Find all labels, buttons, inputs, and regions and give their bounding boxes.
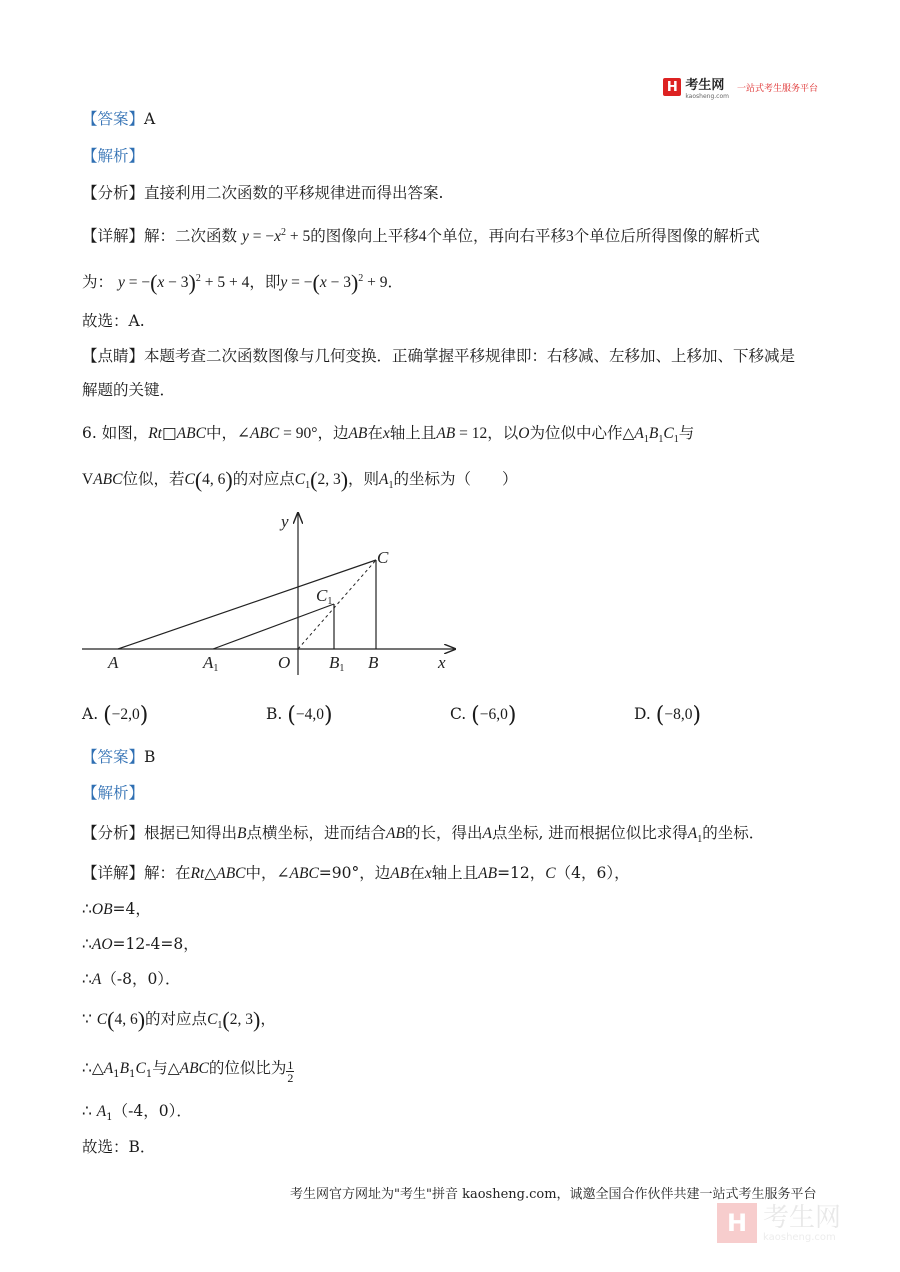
option-c: C. (−6,0) bbox=[450, 703, 517, 728]
label-A: A bbox=[108, 653, 119, 672]
q6-step1: ∴OB=4， bbox=[82, 900, 151, 918]
option-b: B. (−4,0) bbox=[266, 703, 333, 728]
header-logo bbox=[663, 74, 818, 100]
q6-step2: ∴AO=12-4=8， bbox=[82, 935, 199, 953]
watermark-mark-icon: H bbox=[717, 1203, 757, 1243]
label-A1: A1 bbox=[203, 653, 219, 674]
q5-xiangjie-line: 【详解】解：二次函数 $y = -x^2 + 5$的图像向上平移4个单位，再向右平移3个单位后所得图像的解析式 bbox=[82, 227, 760, 246]
q6-stem-line1: 6. 如图，Rt□ABC中，∠ABC = 90°，边AB在x轴上且AB = 12，以O为位似中心作$\triangle A_1B_1C_1$与 bbox=[82, 424, 695, 446]
q5-fenxi-line bbox=[82, 182, 443, 204]
q6-xiangjie-line: 【详解】解：在Rt△ABC中，∠ABC=90°，边AB在x轴上且AB=12，C（4，6）， bbox=[82, 864, 630, 882]
q5-answer-line bbox=[82, 108, 155, 130]
q6-guxuan: 故选：B． bbox=[82, 1138, 156, 1156]
logo-domain: kaosheng.com bbox=[685, 93, 729, 100]
q5-guxuan: 故选：A. bbox=[82, 312, 145, 330]
q6-answer-line: 【答案】B bbox=[82, 748, 156, 766]
label-x: x bbox=[438, 653, 446, 672]
q6-step5: $\therefore\triangle A_1B_1C_1$与△ABC的位似比为 $\frac{1}{2}$ bbox=[82, 1058, 294, 1085]
fenxi-tag: 【分析】 bbox=[82, 184, 145, 202]
label-B: B bbox=[368, 653, 379, 672]
label-B1: B1 bbox=[329, 653, 345, 674]
q5-jiexi-line bbox=[82, 145, 144, 167]
option-d: D. (−8,0) bbox=[634, 703, 702, 728]
logo-mark-icon: H bbox=[663, 78, 681, 96]
jiexi-tag: 【解析】 bbox=[82, 147, 145, 165]
similarity-diagram bbox=[70, 505, 470, 680]
q6-step6: ∴ $A_1(-4$，0）． bbox=[82, 1102, 192, 1124]
watermark-logo: H 考生网 kaosheng.com bbox=[717, 1203, 841, 1243]
q6-fenxi-line: 【分析】根据已知得出B点横坐标，进而结合AB的长，得出A点坐标, 进而根据位似比求得$A_1$的坐标． bbox=[82, 824, 765, 846]
label-y: y bbox=[281, 512, 289, 531]
formula: $y = -x^2 + 5$ bbox=[241, 227, 311, 246]
segment-AC bbox=[118, 560, 376, 649]
q5-result-line: 为： $y = -(x - 3)^2 + 5 + 4$，即$y = -(x - 3)^2 + 9$． bbox=[82, 270, 404, 296]
q5-dianjing-line2: 解题的关键． bbox=[82, 381, 176, 399]
answer-value: A bbox=[144, 110, 156, 128]
q6-jiexi-line: 【解析】 bbox=[82, 784, 145, 802]
option-a: A. (−2,0) bbox=[82, 703, 149, 728]
segment-A1C1 bbox=[213, 604, 334, 649]
q6-stem-line2: VABC位似，若C(4, 6)的对应点$C_1(2$, 3)，则$A_1$的坐标为（ ） bbox=[82, 467, 518, 492]
label-C1: C1 bbox=[316, 586, 333, 607]
logo-name: 考生网 bbox=[685, 78, 725, 93]
label-O: O bbox=[278, 653, 291, 672]
footer-text: 考生网官方网址为"考生"拼音 kaosheng.com，诚邀全国合作伙伴共建一站式考生服务平台 bbox=[290, 1187, 817, 1202]
formula: $y = -(x - 3)^2 + 9$ bbox=[280, 270, 388, 296]
q5-dianjing-line1: 【点睛】本题考查二次函数图像与几何变换．正确掌握平移规律即：右移减、左移加、上移加、下移减是 bbox=[82, 347, 796, 365]
fenxi-text: 直接利用二次函数的平移规律进而得出答案. bbox=[144, 184, 444, 202]
q6-step3: ∴A（-8，0）． bbox=[82, 970, 181, 988]
formula: $y = -(x - 3)^2 + 5 + 4$ bbox=[117, 270, 250, 296]
q6-step4: ∵ C(4, 6)的对应点$C_1(2$, 3)， bbox=[82, 1007, 276, 1032]
fraction-one-half: $\frac{1}{2}$ bbox=[287, 1058, 294, 1085]
answer-tag: 【答案】 bbox=[82, 110, 145, 128]
logo-slogan: 一站式考生服务平台 bbox=[736, 83, 818, 94]
label-C: C bbox=[377, 548, 389, 567]
